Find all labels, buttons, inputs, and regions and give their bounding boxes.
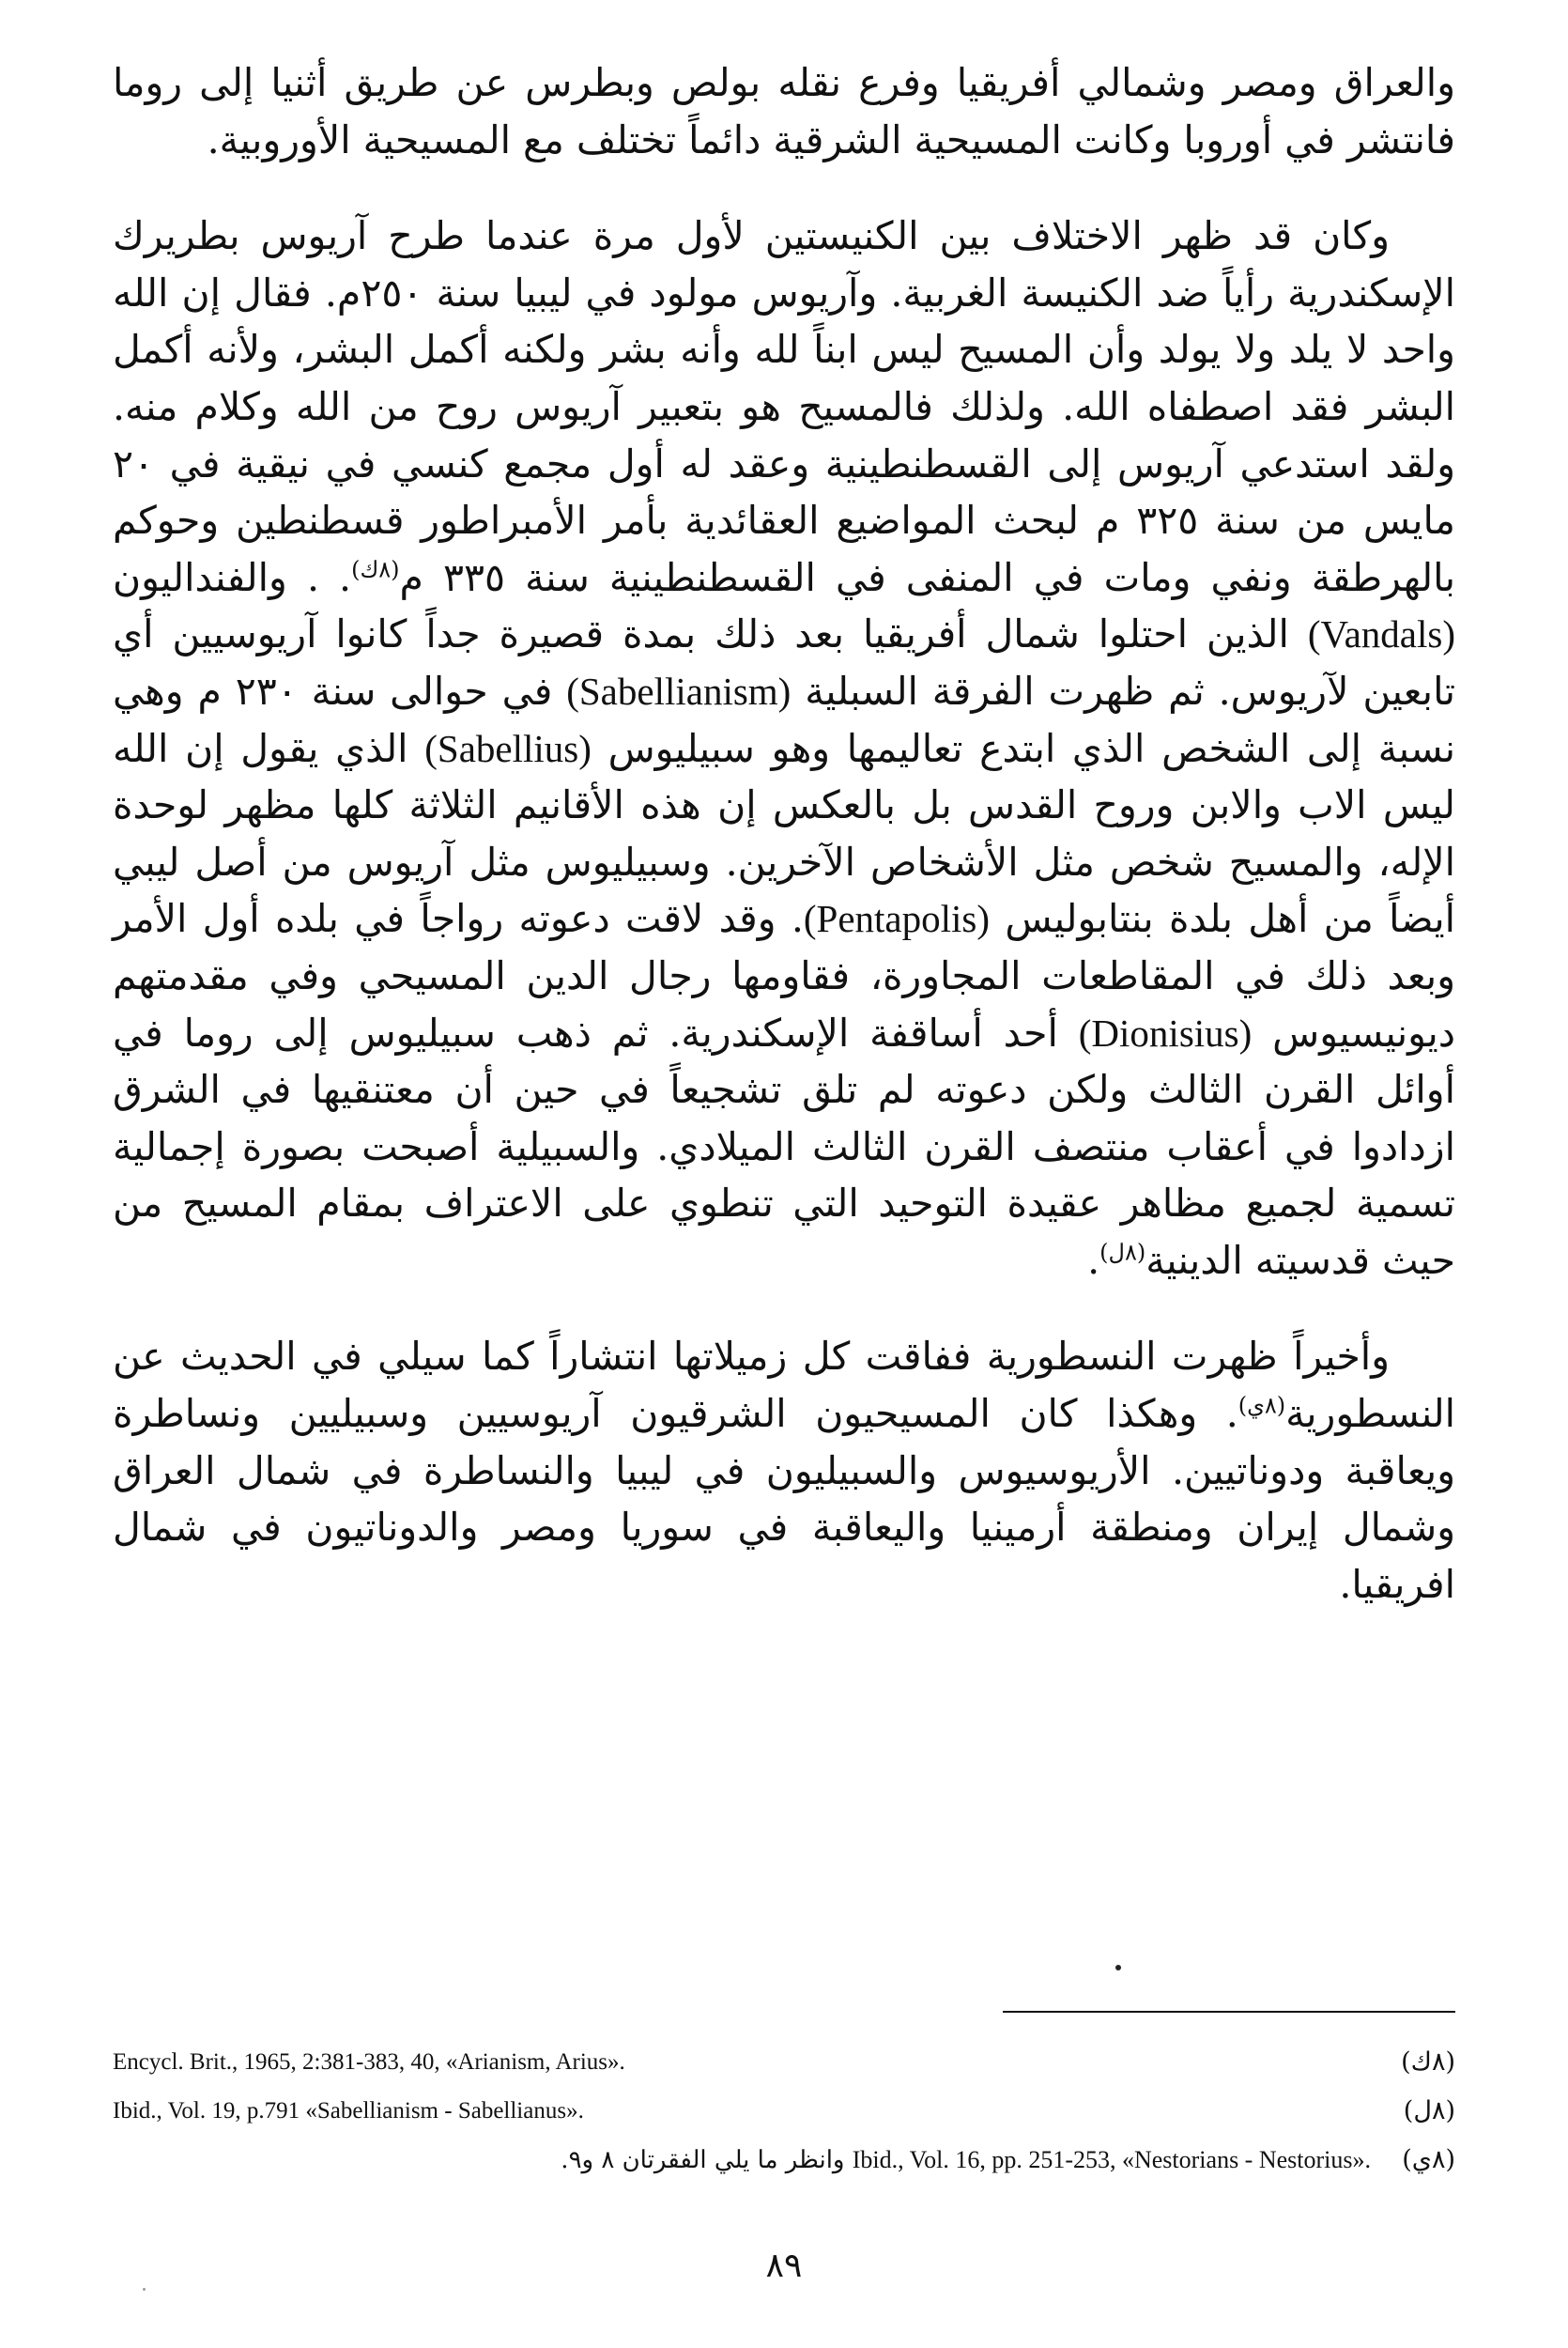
footnote-marker: (٨ي) xyxy=(1402,2145,1455,2174)
latin-term: (Sabellianism) xyxy=(566,669,792,713)
footnote-separator xyxy=(1003,2011,1455,2013)
footnote-reference: (٨ل) xyxy=(1099,1239,1146,1266)
footnote-note-arabic: وانظر ما يلي الفقرتان ٨ و٩. xyxy=(561,2146,845,2174)
footnote-3 xyxy=(113,2136,1455,2185)
footnote-reference: (٨ك) xyxy=(351,556,400,583)
footnote-marker: (٨ل) xyxy=(1403,2096,1455,2125)
text-run: . وهكذا كان المسيحيون الشرقيون آريوسيين وسبيليين ونساطرة ويعاقبة ودوناتيين. الأريوسيوس والسبيليون في ليبيا والنساطرة في شمال العراق وشمال إيران ومنطقة أرمينيا واليعاقبة في سوريا ومصر والدوناتيون في شمال افريقيا. xyxy=(113,1391,1455,1607)
text-run: والعراق ومصر وشمالي أفريقيا وفرع نقله بولص وبطرس عن طريق أثنيا إلى روما فانتشر في أوروبا وكانت المسيحية الشرقية دائماً تختلف مع المسيحية الأوروبية. xyxy=(113,60,1455,162)
footnote-1 xyxy=(113,2038,1455,2087)
footnotes-list xyxy=(113,2038,1455,2185)
text-run: . وقد لاقت دعوته رواجاً في بلده أول الأمر وبعد ذلك في المقاطعات المجاورة، فقاومها رجال الدين المسيحي وفي مقدمتهم ديونيسيوس xyxy=(113,896,1455,1056)
text-run: الذين احتلوا شمال أفريقيا بعد ذلك بمدة قصيرة جداً كانوا آريوسيين أي تابعين لآريوس. ثم ظهرت الفرقة السبلية xyxy=(113,611,1455,714)
text-run: . . والفنداليون xyxy=(113,554,352,600)
text-run: وكان قد ظهر الاختلاف بين الكنيستين لأول مرة عندما طرح آريوس بطريرك الإسكندرية رأياً ضد الكنيسة الغربية. وآريوس مولود في ليبيا سنة ٢٥٠م. فقال إن الله واحد لا يلد ولا يولد وأن المسيح ليس ابناً لله وأنه بشر ولكنه أكمل البشر، ولأنه أكمل البشر فقد اصطفاه الله. ولذلك فالمسيح هو بتعبير آريوس روح من الله وكلام منه. ولقد استدعي آريوس إلى القسطنطينية وعقد له أول مجمع كنسي في نيقية في ٢٠ مايس من سنة ٣٢٥ م لبحث المواضيع العقائدية بأمر الأمبراطور قسطنطين وحوكم بالهرطقة ونفي ومات في المنفى في القسطنطينية سنة ٣٣٥ م xyxy=(113,213,1456,600)
footnote-2 xyxy=(113,2087,1455,2136)
footnote-text-mixed xyxy=(561,2136,1371,2185)
footnote-ref-latin: Ibid., Vol. 16, pp. 251-253, «Nestorians - Nestorius». xyxy=(852,2146,1371,2173)
text-run: . xyxy=(1087,1237,1100,1283)
footnote-text: Encycl. Brit., 1965, 2:381-383, 40, «Arianism, Arius». xyxy=(113,2049,625,2075)
scan-speck xyxy=(143,2288,146,2291)
text-run: أحد أساقفة الإسكندرية. ثم ذهب سبيليوس إلى روما في أوائل القرن الثالث ولكن دعوته لم تلق تشجيعاً في حين أن معتنقيها في الشرق ازدادوا في أعقاب منتصف القرن الثالث الميلادي. والسبيلية أصبحت بصورة إجمالية تسمية لجميع مظاهر عقيدة التوحيد التي تنطوي على الاعتراف بمقام المسيح من حيث قدسيته الدينية xyxy=(113,1010,1455,1283)
latin-term: (Dionisius) xyxy=(1078,1011,1253,1055)
stray-dot xyxy=(1115,1965,1121,1970)
text-run: الذي يقول إن الله ليس الاب والابن وروح القدس بل بالعكس إن هذه الأقانيم الثلاثة كلها مظهر لوحدة الإله، والمسيح شخص مثل الأشخاص الآخرين. وسبيليوس مثل آريوس من أصل ليبي أيضاً من أهل بلدة بنتابوليس xyxy=(113,725,1455,942)
footnote-reference: (٨ي) xyxy=(1237,1392,1286,1419)
paragraph-p3 xyxy=(113,1328,1455,1613)
text-run: وأخيراً ظهرت النسطورية ففاقت كل زميلاتها انتشاراً كما سيلي في الحديث عن النسطورية xyxy=(113,1334,1455,1437)
footnote-marker: (٨ك) xyxy=(1401,2047,1455,2077)
latin-term: (Pentapolis) xyxy=(803,897,991,941)
paragraph-p2 xyxy=(113,208,1455,1289)
latin-term: (Sabellius) xyxy=(424,726,592,770)
paragraph-p1 xyxy=(113,54,1455,168)
text-run: في حوالى سنة ٢٣٠ م وهي نسبة إلى الشخص الذي ابتدع تعاليمها وهو سبيليوس xyxy=(113,668,1455,771)
page-number: ٨٩ xyxy=(765,2247,803,2285)
body-text xyxy=(113,54,1455,1613)
footnote-text: Ibid., Vol. 19, p.791 «Sabellianism - Sabellianus». xyxy=(113,2098,584,2124)
latin-term: (Vandals) xyxy=(1307,612,1455,657)
